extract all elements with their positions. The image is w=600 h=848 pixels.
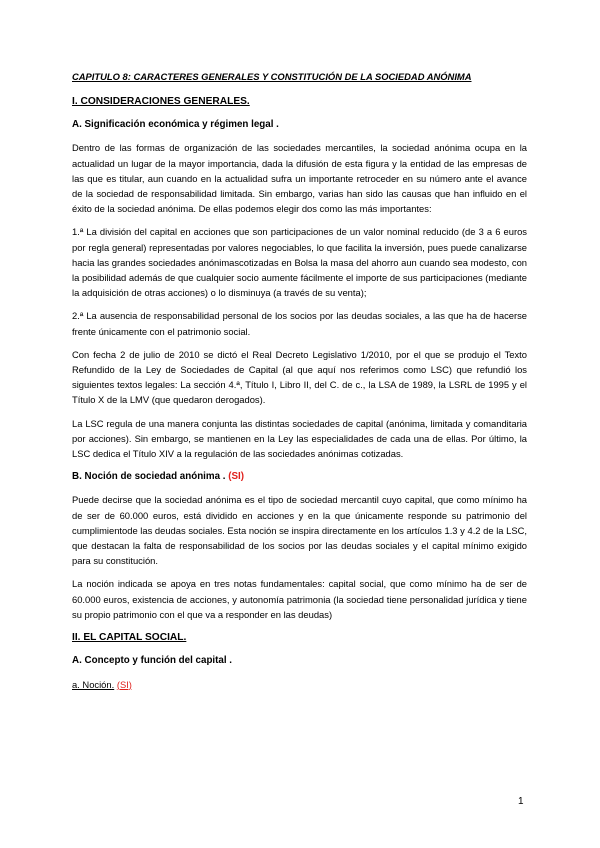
subsubsection-a-label: a. Noción. [72,678,115,690]
paragraph: 1.ª La división del capital en acciones que son participaciones de un valor nominal reducido (de 3 a 6 euros por regla general) representadas por valores negociables, lo que facilita la inversión, pues puede canalizarse hacia las grandes sociedades anónimascotizadas en Bolsa la masa del ahorro aun cuando sea modesto, con la posibilidad además de que cualquier socio aumente fácilmente el importe de sus participaciones (mediante la adquisición de otras acciones) o lo disminuya (a través de su venta); [72,226,527,299]
page-number: 1 [518,796,524,807]
paragraph: Con fecha 2 de julio de 2010 se dictó el Real Decreto Legislativo 1/2010, por el que se produjo el Texto Refundido de la Ley de Sociedades de Capital (al que aquí nos referimos como LSC) que refundió los siguientes textos legales: La sección 4.ª, Título I, Libro II, del C. de c., la LSA de 1989, la LSRL de 1995 y el Título X de la LMV (que quedaron derogados). [72,348,527,406]
paragraph: Dentro de las formas de organización de las sociedades mercantiles, la sociedad anónima ocupa en la actualidad un lugar de la mayor importancia, dada la difusión de esta figura y la entidad de las empresas de las que es titular, aun cuando en la actualidad sufra un importante retroceder en su número ante el avance de la sociedad de responsabilidad limitada. Sin embargo, varias han sido las causas que han influido en el éxito de la sociedad anónima. De ellas podemos elegir dos como las más importantes: [72,142,527,215]
paragraph: La LSC regula de una manera conjunta las distintas sociedades de capital (anónima, limitada y comanditaria por acciones). Sin embargo, se mantienen en la Ley las especialidades de cada una de ellas. Por último, la LSC dedica el Título XIV a la regulación de las sociedades anónimas cotizadas. [72,417,527,460]
section-2-title: II. EL CAPITAL SOCIAL. [72,632,187,644]
subsection-1b-title [72,469,527,484]
subsection-1a-title: A. Significación económica y régimen legal . [72,119,279,131]
si-tag: (SI) [116,678,132,690]
paragraph: 2.ª La ausencia de responsabilidad personal de los socios por las deudas sociales, a las que ha de hacerse frente únicamente con el patrimonio social. [72,310,527,337]
subsection-2a-title: A. Concepto y función del capital . [72,655,233,667]
document-page [72,70,527,692]
paragraph: Puede decirse que la sociedad anónima es el tipo de sociedad mercantil cuyo capital, que como mínimo ha de ser de 60.000 euros, está dividido en acciones y en la que únicamente responde su patrimonio del cumplimientode las deudas sociales. Esta noción se inspira directamente en los artículos 1.3 y 4.2 de la LSC, que destacan la falta de responsabilidad de los socios por las deudas sociales y el capital mínimo exigido para su constitución. [72,494,527,567]
section-1-title: I. CONSIDERACIONES GENERALES. [72,96,250,107]
subsubsection-a-title [72,677,527,692]
chapter-title: CAPITULO 8: CARACTERES GENERALES Y CONSTITUCIÓN DE LA SOCIEDAD ANÓNIMA [72,71,472,82]
si-tag: (SI) [228,471,245,483]
subsection-1b-label: B. Noción de sociedad anónima . [72,471,226,483]
paragraph: La noción indicada se apoya en tres notas fundamentales: capital social, que como mínimo ha de ser de 60.000 euros, existencia de acciones, y autonomía patrimonia (la sociedad tiene personalidad jurídica y tiene su propio patrimonio con el que va a responder en las deudas) [72,578,527,620]
